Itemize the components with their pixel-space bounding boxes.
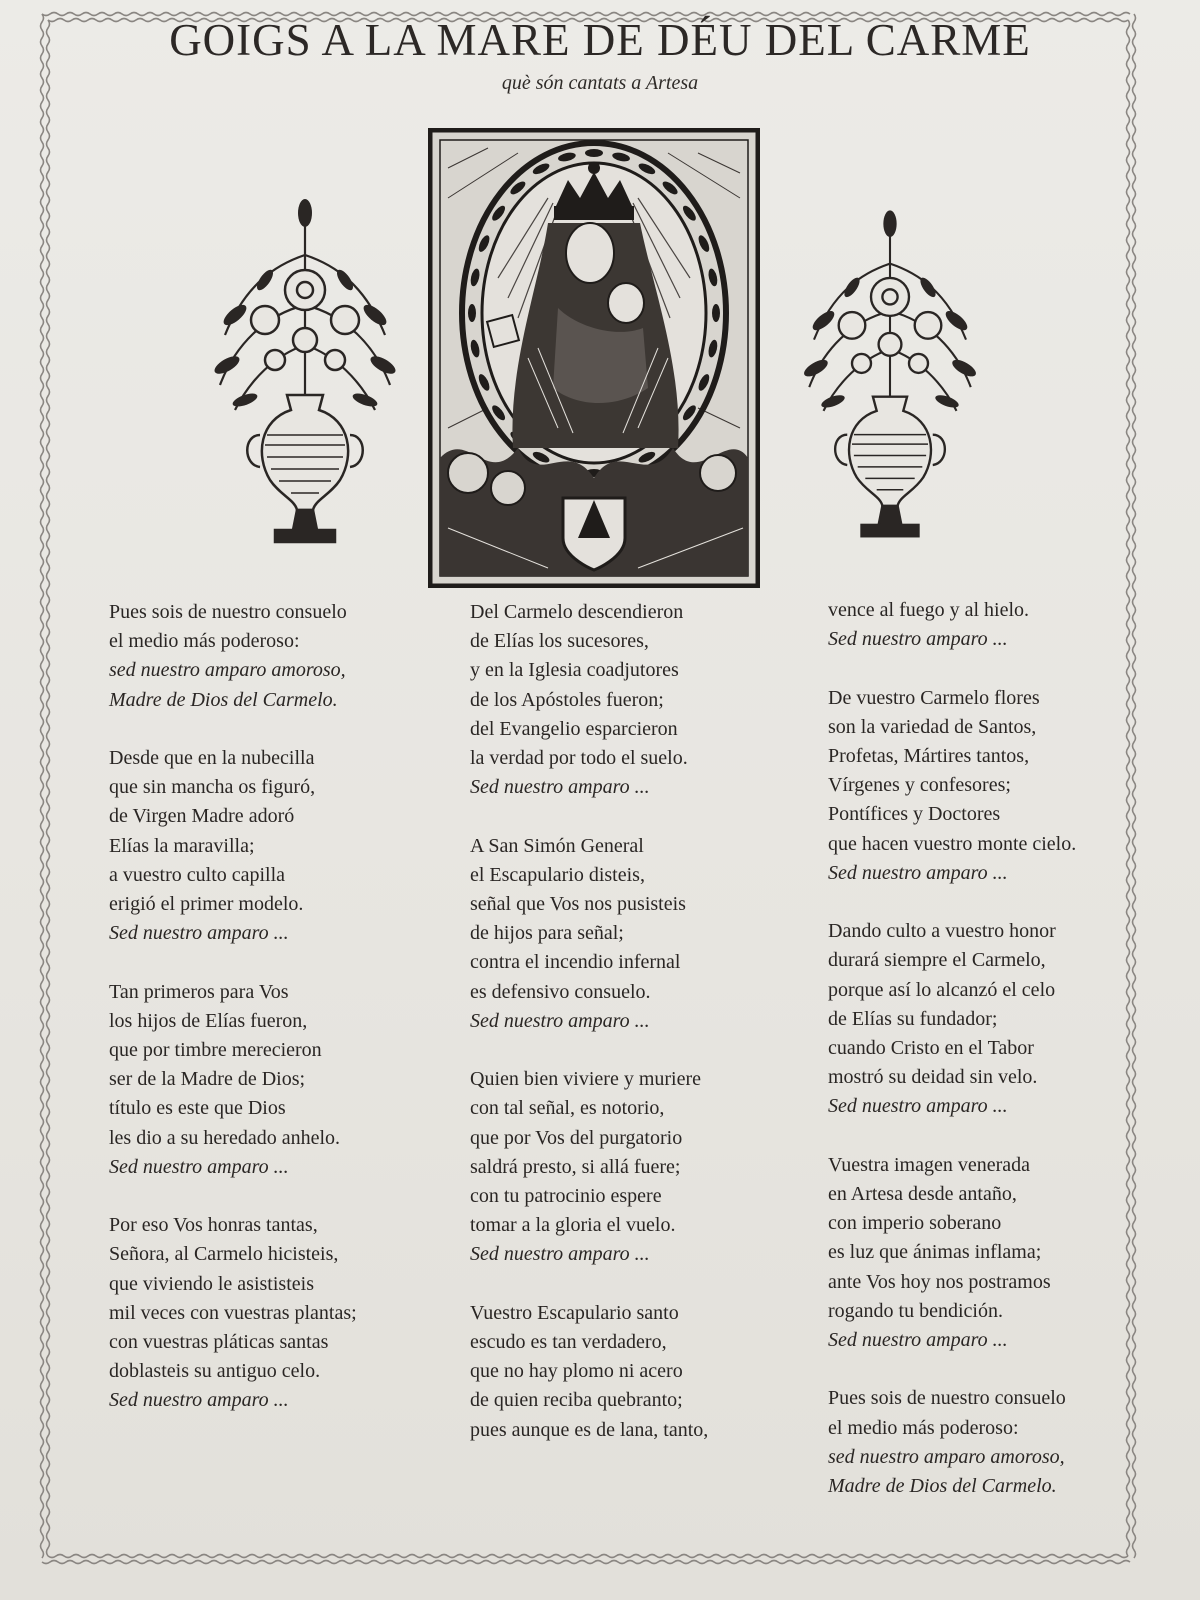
verse-line: Pontífices y Doctores [828, 803, 1001, 826]
verse-line: con tal señal, es notorio, [470, 1097, 665, 1120]
verse-line: ser de la Madre de Dios; [109, 1068, 306, 1091]
verse-line: les dio a su heredado anhelo. [109, 1126, 341, 1149]
stanza [828, 596, 1168, 654]
verse-line: el Escapulario disteis, [470, 863, 645, 886]
verse-line: con vuestras pláticas santas [109, 1331, 329, 1354]
verse-column-3 [828, 596, 1168, 1530]
verse-line: erigió el primer modelo. [109, 893, 304, 916]
verse-line: son la variedad de Santos, [828, 715, 1037, 738]
refrain-line: Sed nuestro amparo ... [470, 1009, 650, 1032]
page-subtitle: què són cantats a Artesa [501, 72, 699, 94]
verse-column-2 [470, 598, 810, 1474]
refrain-line: Sed nuestro amparo ... [109, 1389, 289, 1412]
verse-line: cuando Cristo en el Tabor [828, 1037, 1034, 1060]
verse-line: Señora, al Carmelo hicisteis, [109, 1243, 339, 1266]
stanza [828, 1151, 1168, 1355]
verse-line: Vírgenes y confesores; [828, 774, 1011, 797]
stanza [470, 832, 810, 1036]
verse-line: que por timbre merecieron [109, 1039, 322, 1062]
verse-line: que viviendo le asististeis [109, 1272, 314, 1295]
verse-line: que por Vos del purgatorio [470, 1126, 683, 1149]
stanza [109, 744, 449, 948]
verse-line: A San Simón General [470, 834, 644, 857]
refrain-line: Sed nuestro amparo ... [109, 922, 289, 945]
verse-line: del Evangelio esparcieron [470, 717, 678, 740]
verse-line: Profetas, Mártires tantos, [828, 745, 1030, 767]
verse-line: es luz que ánimas inflama; [828, 1241, 1042, 1264]
verse-line: de Virgen Madre adoró [109, 805, 295, 828]
verse-line: mostró su deidad sin velo. [828, 1066, 1038, 1089]
verse-line: Por eso Vos honras tantas, [109, 1214, 318, 1237]
verse-line: es defensivo consuelo. [470, 980, 651, 1003]
verse-line: Vuestro Escapulario santo [470, 1301, 679, 1324]
verse-line: Del Carmelo descendieron [470, 601, 684, 623]
verse-line: Desde que en la nubecilla [109, 747, 315, 769]
verse-line: con imperio soberano [828, 1212, 1002, 1235]
refrain-line: Sed nuestro amparo ... [828, 1095, 1008, 1118]
verse-line: Vuestra imagen venerada [828, 1153, 1031, 1176]
flower-vase-icon [795, 200, 985, 560]
stanza [828, 917, 1168, 1121]
verse-line: mil veces con vuestras plantas; [109, 1301, 357, 1324]
verse-line: la verdad por todo el suelo. [470, 747, 688, 770]
verse-line: que no hay plomo ni acero [470, 1360, 683, 1383]
refrain-line: sed nuestro amparo amoroso, [828, 1445, 1065, 1468]
refrain-line: Madre de Dios del Carmelo. [109, 688, 338, 711]
verse-line: durará siempre el Carmelo, [828, 949, 1046, 972]
verse-line: de los Apóstoles fueron; [470, 688, 664, 711]
verse-line: pues aunque es de lana, tanto, [470, 1418, 709, 1441]
verse-line: De vuestro Carmelo flores [828, 686, 1040, 709]
refrain-line: Sed nuestro amparo ... [828, 1329, 1008, 1352]
verse-line: doblasteis su antiguo celo. [109, 1360, 321, 1383]
verse-line: de quien reciba quebranto; [470, 1389, 683, 1412]
stanza [109, 1211, 449, 1415]
verse-line: y en la Iglesia coadjutores [470, 659, 679, 682]
verse-line: el medio más poderoso: [109, 630, 300, 653]
refrain-line: sed nuestro amparo amoroso, [109, 659, 346, 682]
stanza [109, 598, 449, 715]
verse-line: contra el incendio infernal [470, 951, 681, 974]
verse-line: Quien bien viviere y muriere [470, 1068, 702, 1091]
verse-line: que sin mancha os figuró, [109, 776, 316, 799]
verse-line: título es este que Dios [109, 1097, 286, 1120]
verse-line: rogando tu bendición. [828, 1299, 1003, 1322]
stanza [470, 598, 810, 802]
verse-line: con tu patrocinio espere [470, 1185, 662, 1208]
verse-line: que hacen vuestro monte cielo. [828, 832, 1077, 855]
verse-line: de Elías su fundador; [828, 1007, 998, 1030]
refrain-line: Madre de Dios del Carmelo. [828, 1475, 1057, 1498]
flower-vase-icon [205, 195, 405, 560]
verse-line: ante Vos hoy nos postramos [828, 1270, 1051, 1293]
stanza [828, 1384, 1168, 1501]
refrain-line: Sed nuestro amparo ... [828, 861, 1008, 884]
refrain-line: Sed nuestro amparo ... [470, 776, 650, 799]
refrain-line: Sed nuestro amparo ... [470, 1243, 650, 1266]
verse-column-1 [109, 598, 449, 1445]
stanza [828, 684, 1168, 888]
virgin-of-carmel-engraving [428, 128, 760, 588]
verse-line: porque así lo alcanzó el celo [828, 978, 1056, 1001]
verse-line: vence al fuego y al hielo. [828, 599, 1030, 621]
verse-line: señal que Vos nos pusisteis [470, 893, 686, 916]
verse-line: de hijos para señal; [470, 922, 624, 945]
stanza [470, 1065, 810, 1269]
page-title: GOIGS A LA MARE DE DÉU DEL CARME [169, 15, 1031, 65]
refrain-line: Sed nuestro amparo ... [109, 1155, 289, 1178]
verse-line: el medio más poderoso: [828, 1416, 1019, 1439]
verse-line: a vuestro culto capilla [109, 863, 286, 886]
verse-line: Tan primeros para Vos [109, 980, 289, 1003]
verse-line: Pues sois de nuestro consuelo [828, 1387, 1066, 1410]
verse-line: tomar a la gloria el vuelo. [470, 1214, 676, 1237]
refrain-line: Sed nuestro amparo ... [828, 628, 1008, 651]
verse-line: los hijos de Elías fueron, [109, 1009, 308, 1032]
verse-line: Pues sois de nuestro consuelo [109, 601, 347, 623]
stanza [109, 978, 449, 1182]
verse-line: saldrá presto, si allá fuere; [470, 1155, 681, 1178]
verse-line: de Elías los sucesores, [470, 630, 649, 653]
stanza [470, 1299, 810, 1445]
verse-line: Dando culto a vuestro honor [828, 920, 1056, 943]
verse-line: escudo es tan verdadero, [470, 1331, 667, 1354]
verse-line: Elías la maravilla; [109, 834, 255, 857]
verse-line: en Artesa desde antaño, [828, 1183, 1017, 1206]
